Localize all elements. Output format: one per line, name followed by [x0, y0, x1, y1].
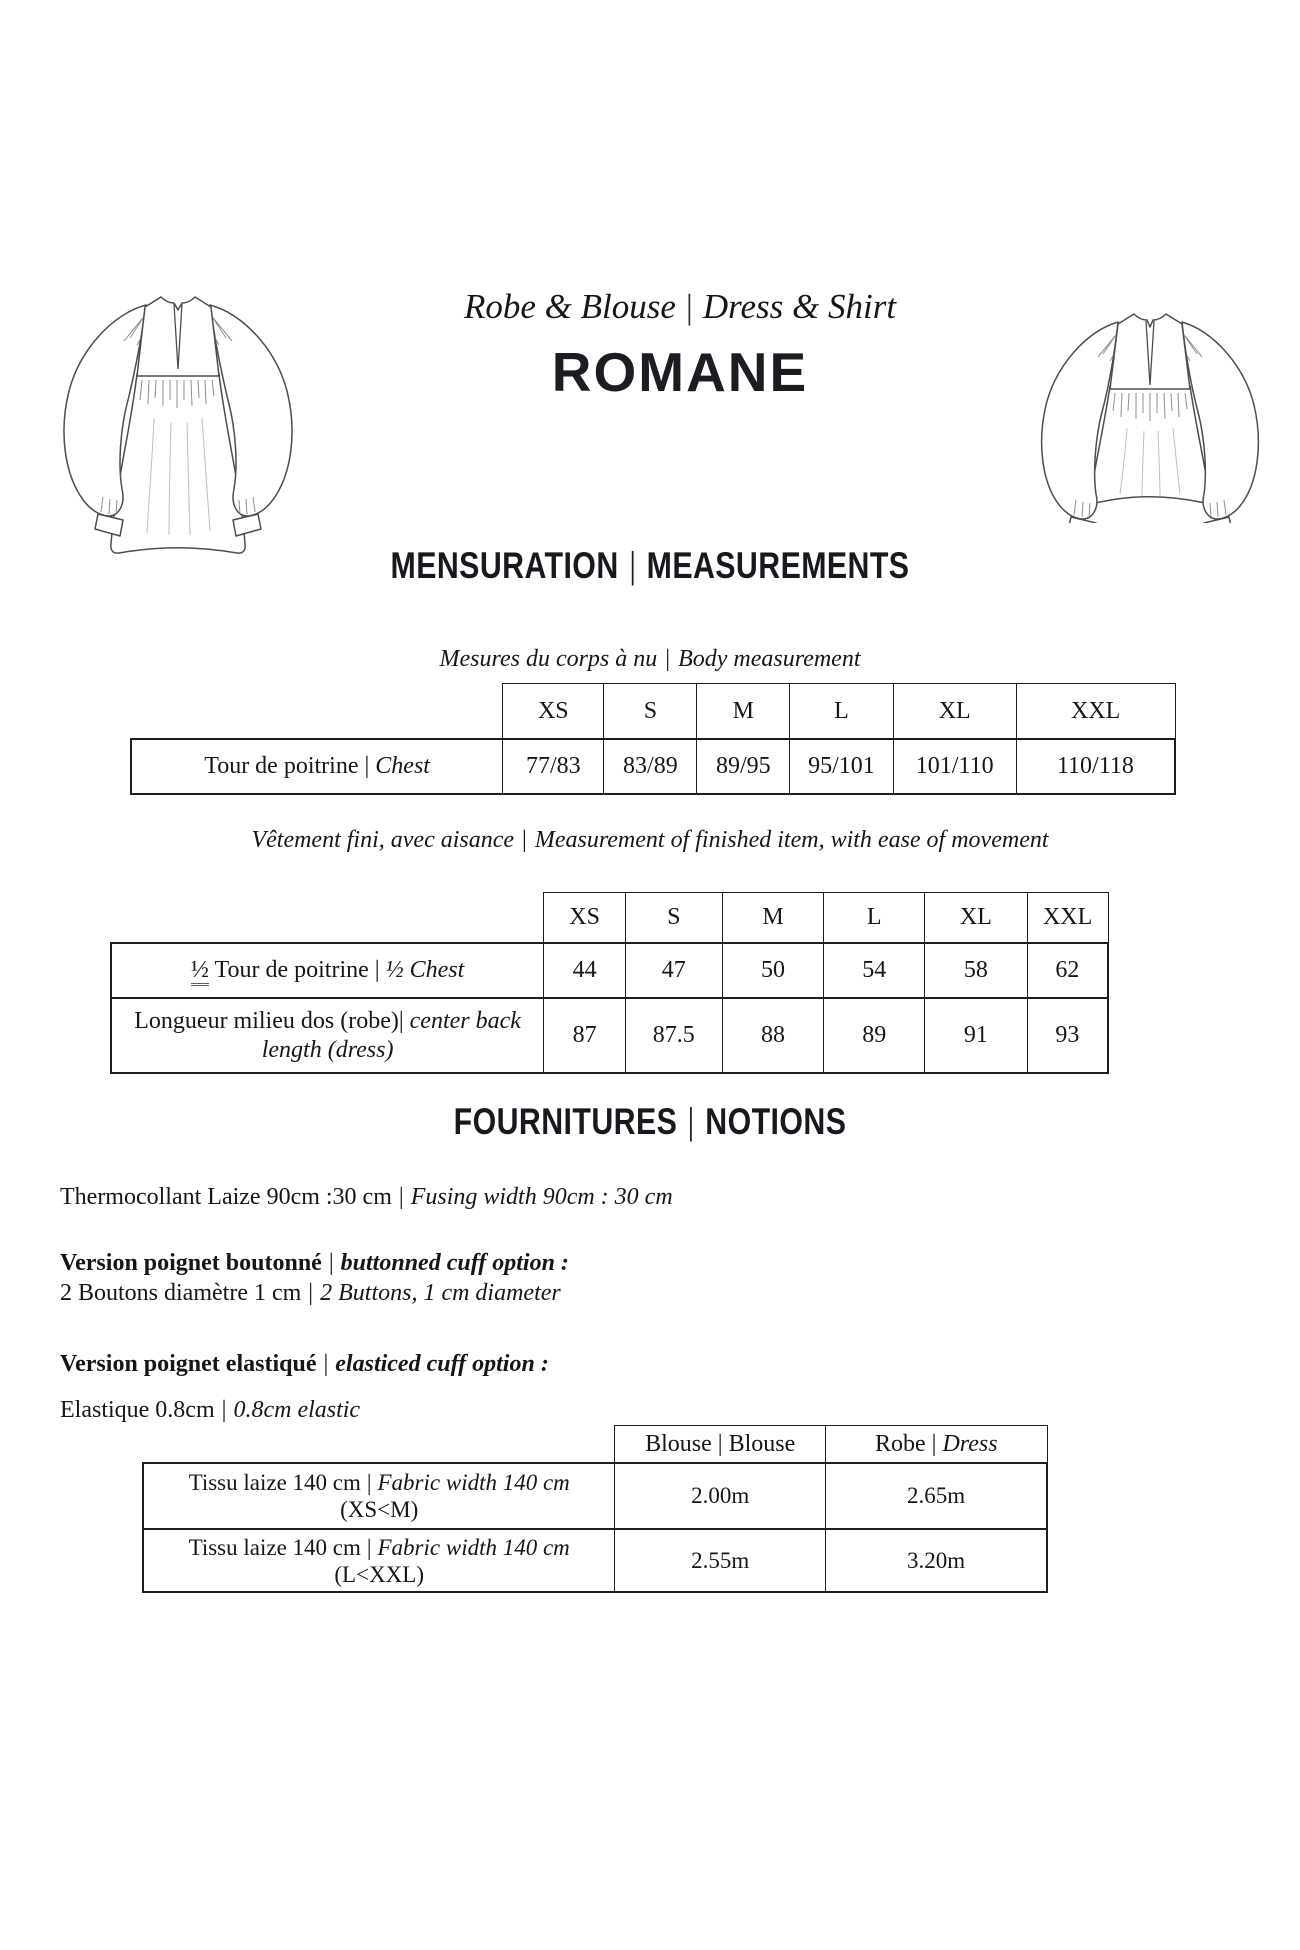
- size-header-xl: XL: [925, 893, 1028, 944]
- button-option-en: buttonned cuff option :: [340, 1250, 569, 1276]
- blouse-illustration: [1030, 298, 1270, 523]
- value-cell: 88: [722, 998, 824, 1073]
- row-label-cell: [143, 1463, 615, 1529]
- body-measurement-subtitle: [0, 646, 1300, 673]
- empty-corner-cell: [111, 893, 544, 944]
- title-french: Robe & Blouse: [463, 287, 676, 326]
- value-cell: 58: [925, 943, 1028, 998]
- buttons-note: [60, 1280, 561, 1307]
- label-separator: |: [364, 753, 370, 779]
- value-cell: 50: [722, 943, 824, 998]
- fusing-fr: Thermocollant Laize 90cm :30 cm: [60, 1184, 392, 1210]
- size-header-s: S: [625, 893, 722, 944]
- empty-corner-cell: [131, 684, 503, 740]
- note-separator: |: [328, 1250, 334, 1276]
- elastic-option-fr: Version poignet elastiqué: [60, 1351, 317, 1377]
- note-separator: |: [323, 1351, 329, 1377]
- fusing-en: Fusing width 90cm : 30 cm: [410, 1184, 673, 1210]
- value-cell: 77/83: [503, 739, 604, 794]
- dress-header-en: Dress: [942, 1430, 998, 1457]
- fabric-requirements-table: [142, 1425, 1048, 1593]
- chest-label-fr: Tour de poitrine: [204, 753, 359, 779]
- size-header-l: L: [790, 684, 893, 740]
- size-range: (L<XXL): [334, 1561, 424, 1587]
- half-chest-label-en: ½ Chest: [385, 957, 465, 983]
- size-header-row: [111, 893, 1108, 944]
- size-range: (XS<M): [340, 1497, 419, 1522]
- measurements-heading-en: MEASUREMENTS: [646, 545, 910, 586]
- value-cell: 2.00m: [615, 1463, 826, 1529]
- half-chest-row: [111, 943, 1108, 998]
- body-subtitle-fr: Mesures du corps à nu: [439, 646, 658, 672]
- size-header-row: [131, 684, 1175, 740]
- note-separator: |: [221, 1397, 227, 1423]
- half-chest-label-fr: Tour de poitrine: [214, 957, 369, 983]
- chest-row: [131, 739, 1175, 794]
- value-cell: 110/118: [1016, 739, 1175, 794]
- elastic-en: 0.8cm elastic: [233, 1397, 361, 1423]
- button-cuff-option-heading: [60, 1250, 569, 1277]
- fabric-row-small-sizes: [143, 1463, 1047, 1529]
- value-cell: 44: [544, 943, 626, 998]
- blouse-header-fr: Blouse: [645, 1430, 712, 1457]
- title-separator: |: [685, 287, 693, 326]
- size-header-xs: XS: [544, 893, 626, 944]
- value-cell: 91: [925, 998, 1028, 1073]
- notions-heading: [117, 1101, 1183, 1143]
- size-header-m: M: [697, 684, 790, 740]
- note-separator: |: [308, 1280, 314, 1306]
- finished-garment-subtitle: [0, 827, 1300, 854]
- value-cell: 87.5: [625, 998, 722, 1073]
- row-label-cell: [131, 739, 503, 794]
- value-cell: 2.55m: [615, 1529, 826, 1592]
- value-cell: 89: [824, 998, 925, 1073]
- dress-header-fr: Robe: [874, 1430, 926, 1457]
- blouse-column-header: [615, 1426, 826, 1464]
- fabric-label-en: Fabric width 140 cm: [377, 1470, 570, 1495]
- fabric-label-fr: Tissu laize 140 cm: [188, 1470, 361, 1495]
- value-cell: 2.65m: [826, 1463, 1047, 1529]
- size-header-xxl: XXL: [1027, 893, 1108, 944]
- measurements-heading-fr: MENSURATION: [390, 545, 619, 586]
- size-header-s: S: [604, 684, 697, 740]
- value-cell: 93: [1027, 998, 1108, 1073]
- value-cell: 83/89: [604, 739, 697, 794]
- measurements-heading: [117, 545, 1183, 587]
- size-header-xxl: XXL: [1016, 684, 1175, 740]
- body-subtitle-en: Body measurement: [678, 646, 861, 672]
- subtitle-separator: |: [522, 827, 527, 853]
- size-header-m: M: [722, 893, 824, 944]
- header-separator: |: [931, 1430, 937, 1457]
- document-title: [56, 287, 1300, 327]
- fusing-note: [60, 1184, 673, 1211]
- label-separator: |: [366, 1534, 372, 1560]
- row-label-cell: [111, 998, 544, 1073]
- chest-label-en: Chest: [375, 753, 430, 779]
- body-measurements-table: [130, 683, 1176, 795]
- finished-garment-table: [110, 892, 1109, 1074]
- heading-separator: |: [688, 1101, 695, 1142]
- value-cell: 101/110: [893, 739, 1016, 794]
- fabric-label-fr: Tissu laize 140 cm: [188, 1534, 361, 1560]
- empty-corner-cell: [143, 1426, 615, 1464]
- fabric-label-en: Fabric width 140 cm: [377, 1534, 570, 1560]
- button-option-fr: Version poignet boutonné: [60, 1250, 322, 1276]
- value-cell: 87: [544, 998, 626, 1073]
- value-cell: 3.20m: [826, 1529, 1047, 1592]
- value-cell: 47: [625, 943, 722, 998]
- value-cell: 54: [824, 943, 925, 998]
- half-symbol: ½: [191, 957, 209, 986]
- value-cell: 62: [1027, 943, 1108, 998]
- fabric-row-large-sizes: [143, 1529, 1047, 1592]
- heading-separator: |: [629, 545, 636, 586]
- blouse-header-en: Blouse: [728, 1430, 796, 1457]
- label-separator: |: [374, 957, 380, 983]
- pattern-name: ROMANE: [551, 341, 809, 403]
- finished-subtitle-en: Measurement of finished item, with ease of movement: [534, 827, 1049, 853]
- dress-column-header: [826, 1426, 1047, 1464]
- elastic-cuff-option-heading: [60, 1351, 549, 1378]
- back-length-row: [111, 998, 1108, 1073]
- note-separator: |: [398, 1184, 404, 1210]
- buttons-fr: 2 Boutons diamètre 1 cm: [60, 1280, 302, 1306]
- size-header-l: L: [824, 893, 925, 944]
- back-length-label-en: center back length (dress): [261, 1007, 521, 1063]
- title-english: Dress & Shirt: [702, 287, 897, 326]
- row-label-cell: [143, 1529, 615, 1592]
- notions-heading-fr: FOURNITURES: [453, 1101, 678, 1142]
- label-separator: |: [366, 1470, 372, 1495]
- back-length-label-fr: Longueur milieu dos (robe)|: [134, 1007, 404, 1034]
- elastic-fr: Elastique 0.8cm: [60, 1397, 215, 1423]
- notions-heading-en: NOTIONS: [705, 1101, 847, 1142]
- elastic-option-en: elasticed cuff option :: [335, 1351, 549, 1377]
- elastic-note: [60, 1397, 360, 1424]
- value-cell: 89/95: [697, 739, 790, 794]
- buttons-en: 2 Buttons, 1 cm diameter: [320, 1280, 561, 1306]
- garment-header-row: [143, 1426, 1047, 1464]
- header-separator: |: [717, 1430, 723, 1457]
- row-label-cell: [111, 943, 544, 998]
- value-cell: 95/101: [790, 739, 893, 794]
- size-header-xs: XS: [503, 684, 604, 740]
- subtitle-separator: |: [665, 646, 671, 672]
- size-header-xl: XL: [893, 684, 1016, 740]
- finished-subtitle-fr: Vêtement fini, avec aisance: [251, 827, 515, 853]
